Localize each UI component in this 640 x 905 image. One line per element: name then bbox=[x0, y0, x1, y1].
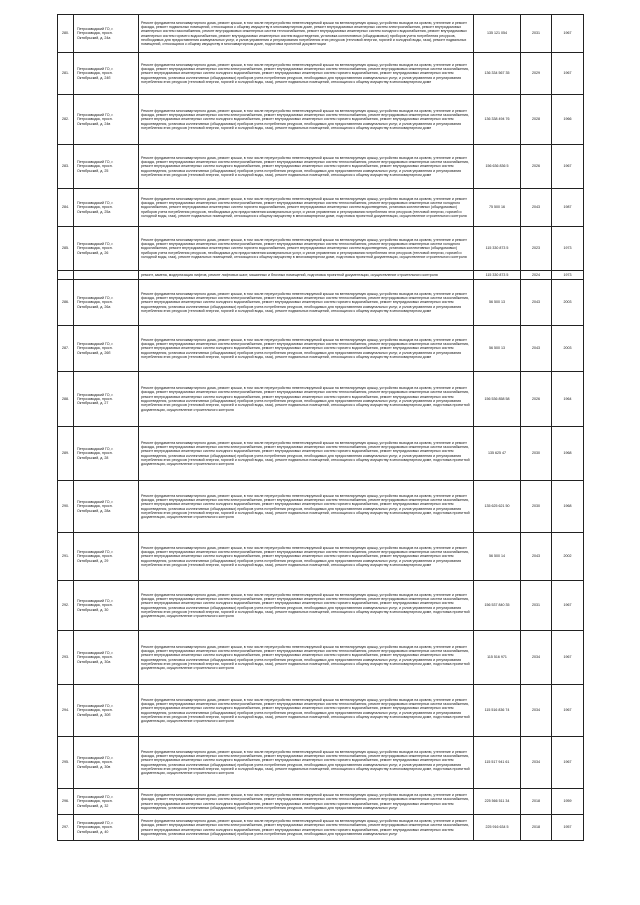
address-cell bbox=[74, 737, 139, 789]
works-description-text: Ремонт фундамента многоквартирного дома, ремонт крыши, в том числе переустройство невентилируемой крыши на вентилируемую крышу, устройство выходов на кровлю, утепление и ремонт фасада, ремонт внутридомовых инженерных систем электроснабжения, ремонт внутридомовых инженерных систем теплоснабжения, ремонт внутридомовых инженерных систем газоснабжения, ремонт внутридомовых инженерных систем холодного водоснабжения, ремонт внутридомовых инженерных систем горячего водоснабжения, ремонт внутридомовых инженерных систем водоотведения, установка коллективных (общедомовых) приборов учета потребления ресурсов, необходимых для предоставления коммунальных услуг bbox=[141, 792, 469, 810]
address-line: Петрозаводск, просп. bbox=[77, 246, 113, 251]
repair-year: 2018 bbox=[521, 815, 552, 841]
table-row bbox=[58, 15, 584, 53]
works-description-text: Ремонт фундамента многоквартирного дома, ремонт крыши, в том числе переустройство невентилируемой крыши на вентилируемую крышу, устройство выходов на кровлю, утепление и ремонт фасада, ремонт внутридомовых инженерных систем электроснабжения, ремонт внутридомовых инженерных систем теплоснабжения, ремонт внутридомовых инженерных систем газоснабжения, ремонт внутридомовых инженерных систем холодного водоснабжения, ремонт внутридомовых инженерных систем горячего водоснабжения, ремонт внутридомовых инженерных систем водоотведения, установка коллективных (общедомовых) приборов учета потребления ресурсов, необходимых для предоставления коммунальных услуг, и узлов управления и регулирования потребления этих ресурсов (тепловой энергии, горячей и холодной воды, газа), ремонт подвальных помещений, относящихся к общему имуществу в многоквартирном доме, подготовка проектной документации, осуществление строительного контроля bbox=[141, 749, 470, 776]
table-row bbox=[58, 372, 584, 427]
cost-value: 156 536 858 58 bbox=[474, 372, 521, 427]
works-description bbox=[139, 685, 474, 737]
address-line: Петрозаводский ГО, г. bbox=[77, 27, 114, 32]
table-row bbox=[58, 481, 584, 533]
built-year: 1967 bbox=[552, 145, 584, 189]
address-cell bbox=[74, 145, 139, 189]
address-cell bbox=[74, 631, 139, 685]
repair-year: 2043 bbox=[521, 189, 552, 227]
repair-year: 2043 bbox=[521, 326, 552, 372]
works-description-text: Ремонт фундамента многоквартирного дома, ремонт крыши, в том числе переустройство невентилируемой крыши на вентилируемую крышу, устройство выходов на кровлю, утепление и ремонт фасада, ремонт внутридомовых инженерных систем электроснабжения, ремонт внутридомовых инженерных систем теплоснабжения, ремонт внутридомовых инженерных систем газоснабжения, ремонт внутридомовых инженерных систем холодного водоснабжения, ремонт внутридомовых инженерных систем горячего водоснабжения, ремонт внутридомовых инженерных систем водоотведения, установка коллективных (общедомовых) приборов учета потребления ресурсов, необходимых для предоставления коммунальных услуг, и узлов управления и регулирования потребления этих ресурсов (тепловой энергии, горячей и холодной воды, газа), ремонт подвальных помещений, относящихся к общему имуществу в многоквартирном доме, подготовка проектной документации, осуществление строительного контроля bbox=[141, 592, 470, 619]
cost-value: 115 330 873 5 bbox=[474, 227, 521, 271]
address-line: Петрозаводск, просп. bbox=[77, 603, 113, 608]
address-line: Петрозаводск, просп. bbox=[77, 799, 113, 804]
address-cell bbox=[74, 533, 139, 581]
table-row bbox=[58, 189, 584, 227]
address-line: Октябрьский, д. 26 bbox=[77, 250, 109, 255]
cost-value: 135 625 47 bbox=[474, 427, 521, 481]
built-year: 2002 bbox=[552, 533, 584, 581]
repair-year: 2031 bbox=[521, 581, 552, 631]
cost-value: 136 334 567 35 bbox=[474, 53, 521, 95]
cost-value: 225 916 634 5 bbox=[474, 815, 521, 841]
table-row bbox=[58, 95, 584, 145]
address-line: Октябрьский, д. 30а bbox=[77, 659, 111, 664]
address-line: Петрозаводский ГО, г. bbox=[77, 795, 114, 800]
row-number: 297. bbox=[58, 815, 74, 841]
table-row bbox=[58, 533, 584, 581]
address-line: Октябрьский, д. 29 bbox=[77, 558, 109, 563]
table-row bbox=[58, 280, 584, 326]
cost-value: 156 537 840 35 bbox=[474, 581, 521, 631]
table-row bbox=[58, 326, 584, 372]
address-line: Петрозаводск, просп. bbox=[77, 205, 113, 210]
works-description bbox=[139, 280, 474, 326]
cost-value: 115 517 941 61 bbox=[474, 737, 521, 789]
address-line: Петрозаводский ГО, г. bbox=[77, 342, 114, 347]
works-description-text: ремонт, замена, модернизация лифтов, ремонт лифтовых шахт, машинных и блочных помещений, подготовка проектной документации, осуществление строительного контроля bbox=[141, 272, 438, 277]
address-line: Петрозаводский ГО, г. bbox=[77, 67, 114, 72]
address-cell bbox=[74, 95, 139, 145]
address-line: Октябрьский, д. 30в bbox=[77, 764, 111, 769]
works-description bbox=[139, 189, 474, 227]
address-line: Петрозаводск, просп. bbox=[77, 117, 113, 122]
repair-year: 2030 bbox=[521, 427, 552, 481]
address-line: Петрозаводский ГО, г. bbox=[77, 704, 114, 709]
works-description bbox=[139, 227, 474, 271]
repair-year: 2024 bbox=[521, 271, 552, 280]
repair-year: 2031 bbox=[521, 15, 552, 53]
address-line: Октябрьский, д. 26а bbox=[77, 304, 111, 309]
address-cell bbox=[74, 372, 139, 427]
cost-value: 75 500 16 bbox=[474, 189, 521, 227]
table-row bbox=[58, 145, 584, 189]
address-line: Петрозаводский ГО, г. bbox=[77, 201, 114, 206]
works-description bbox=[139, 95, 474, 145]
cost-value: 56 500 13 bbox=[474, 326, 521, 372]
cost-value: 135 625 621 50 bbox=[474, 481, 521, 533]
address-cell bbox=[74, 227, 139, 271]
works-description bbox=[139, 427, 474, 481]
works-description-text: Ремонт фундамента многоквартирного дома, ремонт крыши, в том числе переустройство невентилируемой крыши на вентилируемую крышу, устройство выходов на кровлю, утепление и ремонт фасада, ремонт подвальных помещений, относящихся к общему имуществу в многоквартирном доме, ремонт внутридомовых инженерных систем электроснабжения, ремонт внутридомовых инженерных систем газоснабжения, ремонт внутридомовых инженерных систем теплоснабжения, ремонт внутридомовых инженерных систем холодного водоснабжения, ремонт внутридомовых инженерных систем горячего водоснабжения, ремонт внутридомовых инженерных систем водоотведения, установка коллективных (общедомовых) приборов учета потребления ресурсов, необходимых для предоставления коммунальных услуг, и узлов управления и регулирования потребления этих ресурсов (тепловой энергии, горячей и холодной воды, газа), ремонт подвальных помещений, относящихся к общему имуществу в многоквартирном доме, подготовка проектной документации bbox=[141, 20, 467, 47]
row-number: 289. bbox=[58, 427, 74, 481]
address-cell bbox=[74, 815, 139, 841]
repair-year: 2018 bbox=[521, 789, 552, 815]
address-line: Петрозаводск, просп. bbox=[77, 346, 113, 351]
built-year: 1967 bbox=[552, 15, 584, 53]
address-line: Петрозаводск, просп. bbox=[77, 825, 113, 830]
works-description bbox=[139, 53, 474, 95]
address-line: Петрозаводск, просп. bbox=[77, 708, 113, 713]
address-line: Петрозаводск, просп. bbox=[77, 554, 113, 559]
address-cell bbox=[74, 53, 139, 95]
row-number: 293. bbox=[58, 631, 74, 685]
address-cell bbox=[74, 581, 139, 631]
repair-year: 2043 bbox=[521, 280, 552, 326]
row-number: 291. bbox=[58, 533, 74, 581]
repair-year: 2028 bbox=[521, 95, 552, 145]
built-year: 1959 bbox=[552, 789, 584, 815]
cost-value: 115 516 836 74 bbox=[474, 685, 521, 737]
row-number: 281. bbox=[58, 53, 74, 95]
address-line: Петрозаводский ГО, г. bbox=[77, 756, 114, 761]
address-line: Петрозаводск, просп. bbox=[77, 31, 113, 36]
repair-year: 2043 bbox=[521, 533, 552, 581]
works-description-text: Ремонт фундамента многоквартирного дома, ремонт крыши, в том числе переустройство невентилируемой крыши на вентилируемую крышу, устройство выходов на кровлю, утепление и ремонт фасада, ремонт внутридомовых инженерных систем электроснабжения, ремонт внутридомовых инженерных систем теплоснабжения, ремонт внутридомовых инженерных систем газоснабжения, ремонт внутридомовых инженерных систем холодного водоснабжения, ремонт внутридомовых инженерных систем горячего водоснабжения, ремонт внутридомовых инженерных систем водоотведения, установка коллективных (общедомовых) приборов учета потребления ресурсов, необходимых для предоставления коммунальных услуг, и узлов управления и регулирования потребления этих ресурсов (тепловой энергии, горячей и холодной воды, газа), ремонт подвальных помещений, относящихся к общему имуществу в многоквартирном доме bbox=[141, 62, 469, 84]
address-line: Октябрьский, д. 26б bbox=[77, 350, 111, 355]
row-number: 287. bbox=[58, 326, 74, 372]
address-line: Петрозаводский ГО, г. bbox=[77, 447, 114, 452]
row-number: 285. bbox=[58, 227, 74, 271]
built-year: 1967 bbox=[552, 631, 584, 685]
table-row bbox=[58, 227, 584, 271]
works-description-text: Ремонт фундамента многоквартирного дома, ремонт крыши, в том числе переустройство невентилируемой крыши на вентилируемую крышу, устройство выходов на кровлю, утепление и ремонт фасада, ремонт внутридомовых инженерных систем электроснабжения, ремонт внутридомовых инженерных систем теплоснабжения, ремонт внутридомовых инженерных систем газоснабжения, ремонт внутридомовых инженерных систем холодного водоснабжения, ремонт внутридомовых инженерных систем горячего водоснабжения, ремонт внутридомовых инженерных систем водоотведения, установка коллективных (общедомовых) приборов учета потребления ресурсов, необходимых для предоставления коммунальных услуг, и узлов управления и регулирования потребления этих ресурсов (тепловой энергии, горячей и холодной воды, газа), ремонт подвальных помещений, относящихся к общему имуществу в многоквартирном доме, подготовка проектной документации, осуществление строительного контроля bbox=[141, 493, 470, 520]
cost-value: 115 330 873 5 bbox=[474, 271, 521, 280]
table-row bbox=[58, 815, 584, 841]
row-number: 296. bbox=[58, 789, 74, 815]
built-year: 1957 bbox=[552, 815, 584, 841]
address-line: Петрозаводск, просп. bbox=[77, 451, 113, 456]
table-row bbox=[58, 789, 584, 815]
address-line: Октябрьский, д. 24б bbox=[77, 75, 111, 80]
address-line: Петрозаводский ГО, г. bbox=[77, 821, 114, 826]
table-row bbox=[58, 581, 584, 631]
works-description-text: Ремонт фундамента многоквартирного дома, ремонт крыши, в том числе переустройство невентилируемой крыши на вентилируемую крышу, устройство выходов на кровлю, утепление и ремонт фасада, ремонт внутридомовых инженерных систем электроснабжения, ремонт внутридомовых инженерных систем теплоснабжения, ремонт внутридомовых инженерных систем газоснабжения, ремонт внутридомовых инженерных систем холодного водоснабжения, ремонт внутридомовых инженерных систем горячего водоснабжения, ремонт внутридомовых инженерных систем водоотведения, установка коллективных (общедомовых) приборов учета потребления ресурсов, необходимых для предоставления коммунальных услуг bbox=[141, 818, 469, 836]
address-line: Петрозаводский ГО, г. bbox=[77, 296, 114, 301]
works-description bbox=[139, 815, 474, 841]
repair-year: 2034 bbox=[521, 737, 552, 789]
address-cell bbox=[74, 15, 139, 53]
cost-value: 115 516 971 bbox=[474, 631, 521, 685]
address-line: Петрозаводск, просп. bbox=[77, 396, 113, 401]
address-line: Петрозаводск, просп. bbox=[77, 300, 113, 305]
built-year: 1973 bbox=[552, 227, 584, 271]
works-description bbox=[139, 326, 474, 372]
address-line: Петрозаводск, просп. bbox=[77, 71, 113, 76]
address-cell bbox=[74, 189, 139, 227]
works-description-text: Ремонт фундамента многоквартирного дома, ремонт крыши, в том числе переустройство невентилируемой крыши на вентилируемую крышу, устройство выходов на кровлю, утепление и ремонт фасада, ремонт внутридомовых инженерных систем электроснабжения, ремонт внутридомовых инженерных систем теплоснабжения, ремонт внутридомовых инженерных систем газоснабжения, ремонт внутридомовых инженерных систем холодного водоснабжения, ремонт внутридомовых инженерных систем горячего водоснабжения, ремонт внутридомовых инженерных систем водоотведения, установка коллективных (общедомовых) приборов учета потребления ресурсов, необходимых для предоставления коммунальных услуг, и узлов управления и регулирования потребления этих ресурсов (тепловой энергии, горячей и холодной воды, газа), ремонт подвальных помещений, относящихся к общему имуществу в многоквартирном доме, подготовка проектной документации, осуществление строительного контроля bbox=[141, 644, 470, 671]
repair-year: 2023 bbox=[521, 227, 552, 271]
row-number: 282. bbox=[58, 95, 74, 145]
built-year: 2003 bbox=[552, 326, 584, 372]
address-line: Октябрьский, д. 28 bbox=[77, 455, 109, 460]
address-line: Петрозаводский ГО, г. bbox=[77, 113, 114, 118]
address-line: Октябрьский, д. 24а bbox=[77, 35, 111, 40]
address-line: Петрозаводский ГО, г. bbox=[77, 651, 114, 656]
built-year: 1964 bbox=[552, 372, 584, 427]
built-year: 1967 bbox=[552, 581, 584, 631]
table-row bbox=[58, 53, 584, 95]
address-line: Петрозаводск, просп. bbox=[77, 760, 113, 765]
built-year: 1968 bbox=[552, 481, 584, 533]
address-cell bbox=[74, 481, 139, 533]
address-line: Петрозаводск, просп. bbox=[77, 164, 113, 169]
built-year: 1966 bbox=[552, 95, 584, 145]
works-description bbox=[139, 15, 474, 53]
built-year: 1973 bbox=[552, 271, 584, 280]
cost-value: 56 500 13 bbox=[474, 280, 521, 326]
built-year: 1987 bbox=[552, 189, 584, 227]
address-line: Петрозаводский ГО, г. bbox=[77, 599, 114, 604]
table-row bbox=[58, 737, 584, 789]
works-description-text: Ремонт фундамента многоквартирного дома, ремонт крыши, в том числе переустройство невентилируемой крыши на вентилируемую крышу, устройство выходов на кровлю, утепление и ремонт фасада, ремонт внутридомовых инженерных систем электроснабжения, ремонт внутридомовых инженерных систем теплоснабжения, ремонт внутридомовых инженерных систем газоснабжения, ремонт внутридомовых инженерных систем холодного водоснабжения, ремонт внутридомовых инженерных систем горячего водоснабжения, ремонт внутридомовых инженерных систем водоотведения, установка коллективных (общедомовых) приборов учета потребления ресурсов, необходимых для предоставления коммунальных услуг, и узлов управления и регулирования потребления этих ресурсов (тепловой энергии, горячей и холодной воды, газа), ремонт подвальных помещений, относящихся к общему имуществу в многоквартирном доме, подготовка проектной документации, осуществление строительного контроля bbox=[141, 386, 470, 412]
works-description bbox=[139, 271, 474, 280]
cost-value: 135 121 054 bbox=[474, 15, 521, 53]
works-description-text: Ремонт фундамента многоквартирного дома, ремонт крыши, в том числе переустройство невентилируемой крыши на вентилируемую крышу, устройство выходов на кровлю, утепление и ремонт фасада, ремонт внутридомовых инженерных систем электроснабжения, ремонт внутридомовых инженерных систем теплоснабжения, ремонт внутридомовых инженерных систем газоснабжения, ремонт внутридомовых инженерных систем холодного водоснабжения, ремонт внутридомовых инженерных систем горячего водоснабжения, ремонт внутридомовых инженерных систем водоотведения, установка коллективных (общедомовых) приборов учета потребления ресурсов, необходимых для предоставления коммунальных услуг, и узлов управления и регулирования потребления этих ресурсов (тепловой энергии, горячей и холодной воды, газа), ремонт подвальных помещений, относящихся к общему имуществу в многоквартирном доме, подготовка проектной документации, осуществление строительного контроля bbox=[141, 440, 470, 467]
address-line: Октябрьский, д. 27 bbox=[77, 401, 109, 406]
built-year: 1968 bbox=[552, 427, 584, 481]
address-cell bbox=[74, 326, 139, 372]
built-year: 2003 bbox=[552, 280, 584, 326]
table-row bbox=[58, 271, 584, 280]
address-cell bbox=[74, 271, 139, 280]
repair-year: 2026 bbox=[521, 145, 552, 189]
row-number: 295. bbox=[58, 737, 74, 789]
works-description bbox=[139, 372, 474, 427]
cost-value: 56 500 14 bbox=[474, 533, 521, 581]
table-row bbox=[58, 631, 584, 685]
row-number: 294. bbox=[58, 685, 74, 737]
address-line: Петрозаводск, просп. bbox=[77, 655, 113, 660]
works-description bbox=[139, 145, 474, 189]
cost-value: 156 636 836 5 bbox=[474, 145, 521, 189]
works-description-text: Ремонт фундамента многоквартирного дома, ремонт крыши, в том числе переустройство невентилируемой крыши на вентилируемую крышу, устройство выходов на кровлю, утепление и ремонт фасада, ремонт внутридомовых инженерных систем электроснабжения, ремонт внутридомовых инженерных систем теплоснабжения, ремонт внутридомовых инженерных систем холодного водоснабжения, ремонт внутридомовых инженерных систем горячего водоснабжения, ремонт внутридомовых инженерных систем водоотведения, установка коллективных (общедомовых) приборов учета потребления ресурсов, необходимых для предоставления коммунальных услуг, и узлов управления и регулирования потребления этих ресурсов (тепловой энергии, горячей и холодной воды, газа), ремонт подвальных помещений, относящихся к общему имуществу в многоквартирном доме, подготовка проектной документации, осуществление строительного контроля bbox=[141, 237, 467, 259]
address-line: Октябрьский, д. 25 bbox=[77, 168, 109, 173]
address-line: Петрозаводский ГО, г. bbox=[77, 550, 114, 555]
row-number: 292. bbox=[58, 581, 74, 631]
built-year: 1967 bbox=[552, 737, 584, 789]
works-description-text: Ремонт фундамента многоквартирного дома, ремонт крыши, в том числе переустройство невентилируемой крыши на вентилируемую крышу, устройство выходов на кровлю, утепление и ремонт фасада, ремонт внутридомовых инженерных систем электроснабжения, ремонт внутридомовых инженерных систем теплоснабжения, ремонт внутридомовых инженерных систем холодного водоснабжения, ремонт внутридомовых инженерных систем горячего водоснабжения, ремонт внутридомовых инженерных систем водоотведения, установка коллективных (общедомовых) приборов учета потребления ресурсов, необходимых для предоставления коммунальных услуг, и узлов управления и регулирования потребления этих ресурсов (тепловой энергии, горячей и холодной воды, газа), ремонт подвальных помещений, относящихся к общему имуществу в многоквартирном доме, подготовка проектной документации, осуществление строительного контроля bbox=[141, 196, 467, 218]
address-line: Октябрьский, д. 25а bbox=[77, 209, 111, 214]
address-line: Октябрьский, д. 40 bbox=[77, 829, 109, 834]
built-year: 1967 bbox=[552, 53, 584, 95]
works-description-text: Ремонт фундамента многоквартирного дома, ремонт крыши, в том числе переустройство невентилируемой крыши на вентилируемую крышу, устройство выходов на кровлю, утепление и ремонт фасада, ремонт внутридомовых инженерных систем электроснабжения, ремонт внутридомовых инженерных систем теплоснабжения, ремонт внутридомовых инженерных систем газоснабжения, ремонт внутридомовых инженерных систем холодного водоснабжения, ремонт внутридомовых инженерных систем горячего водоснабжения, ремонт внутридомовых инженерных систем водоотведения, установка коллективных (общедомовых) приборов учета потребления ресурсов, необходимых для предоставления коммунальных услуг, и узлов управления и регулирования потребления этих ресурсов (тепловой энергии, горячей и холодной воды, газа), ремонт подвальных помещений, относящихся к общему имуществу в многоквартирном доме, подготовка проектной документации, осуществление строительного контроля bbox=[141, 697, 470, 724]
address-line: Октябрьский, д. 30б bbox=[77, 712, 111, 717]
works-description-text: Ремонт фундамента многоквартирного дома, ремонт крыши, в том числе переустройство невентилируемой крыши на вентилируемую крышу, устройство выходов на кровлю, утепление и ремонт фасада, ремонт внутридомовых инженерных систем электроснабжения, ремонт внутридомовых инженерных систем теплоснабжения, ремонт внутридомовых инженерных систем газоснабжения, ремонт внутридомовых инженерных систем холодного водоснабжения, ремонт внутридомовых инженерных систем горячего водоснабжения, ремонт внутридомовых инженерных систем водоотведения, установка коллективных (общедомовых) приборов учета потребления ресурсов, необходимых для предоставления коммунальных услуг, и узлов управления и регулирования потребления этих ресурсов (тепловой энергии, горячей и холодной воды, газа), ремонт подвальных помещений, относящихся к общему имуществу в многоквартирном доме bbox=[141, 337, 469, 359]
cost-value: 136 338 494 76 bbox=[474, 95, 521, 145]
capital-repair-table bbox=[57, 14, 584, 841]
table-row bbox=[58, 685, 584, 737]
works-description-text: Ремонт фундамента многоквартирного дома, ремонт крыши, в том числе переустройство невентилируемой крыши на вентилируемую крышу, устройство выходов на кровлю, утепление и ремонт фасада, ремонт внутридомовых инженерных систем электроснабжения, ремонт внутридомовых инженерных систем теплоснабжения, ремонт внутридомовых инженерных систем газоснабжения, ремонт внутридомовых инженерных систем холодного водоснабжения, ремонт внутридомовых инженерных систем горячего водоснабжения, ремонт внутридомовых инженерных систем водоотведения, установка коллективных (общедомовых) приборов учета потребления ресурсов, необходимых для предоставления коммунальных услуг, и узлов управления и регулирования потребления этих ресурсов (тепловой энергии, горячей и холодной воды, газа), ремонт подвальных помещений, относящихся к общему имуществу в многоквартирном доме bbox=[141, 545, 469, 567]
built-year: 1967 bbox=[552, 685, 584, 737]
repair-year: 2034 bbox=[521, 685, 552, 737]
works-description bbox=[139, 631, 474, 685]
table-row bbox=[58, 427, 584, 481]
address-cell bbox=[74, 280, 139, 326]
row-number: 290. bbox=[58, 481, 74, 533]
row-number: 283. bbox=[58, 145, 74, 189]
works-description bbox=[139, 789, 474, 815]
row-number: 280. bbox=[58, 15, 74, 53]
row-number: 288. bbox=[58, 372, 74, 427]
works-description-text: Ремонт фундамента многоквартирного дома, ремонт крыши, в том числе переустройство невентилируемой крыши на вентилируемую крышу, устройство выходов на кровлю, утепление и ремонт фасада, ремонт внутридомовых инженерных систем электроснабжения, ремонт внутридомовых инженерных систем теплоснабжения, ремонт внутридомовых инженерных систем газоснабжения, ремонт внутридомовых инженерных систем холодного водоснабжения, ремонт внутридомовых инженерных систем горячего водоснабжения, ремонт внутридомовых инженерных систем водоотведения, установка коллективных (общедомовых) приборов учета потребления ресурсов, необходимых для предоставления коммунальных услуг, и узлов управления и регулирования потребления этих ресурсов (тепловой энергии, горячей и холодной воды, газа), ремонт подвальных помещений, относящихся к общему имуществу в многоквартирном доме bbox=[141, 155, 469, 177]
row-number: 284. bbox=[58, 189, 74, 227]
table-body bbox=[58, 15, 584, 841]
address-line: Петрозаводск, просп. bbox=[77, 504, 113, 509]
address-line: Октябрьский, д. 30 bbox=[77, 607, 109, 612]
address-line: Октябрьский, д. 32 bbox=[77, 803, 109, 808]
address-line: Петрозаводский ГО, г. bbox=[77, 242, 114, 247]
works-description bbox=[139, 581, 474, 631]
works-description bbox=[139, 533, 474, 581]
cost-value: 225 566 511 34 bbox=[474, 789, 521, 815]
address-line: Октябрьский, д. 28а bbox=[77, 508, 111, 513]
repair-year: 2034 bbox=[521, 631, 552, 685]
works-description-text: Ремонт фундамента многоквартирного дома, ремонт крыши, в том числе переустройство невентилируемой крыши на вентилируемую крышу, устройство выходов на кровлю, утепление и ремонт фасада, ремонт внутридомовых инженерных систем электроснабжения, ремонт внутридомовых инженерных систем теплоснабжения, ремонт внутридомовых инженерных систем газоснабжения, ремонт внутридомовых инженерных систем холодного водоснабжения, ремонт внутридомовых инженерных систем горячего водоснабжения, ремонт внутридомовых инженерных систем водоотведения, установка коллективных (общедомовых) приборов учета потребления ресурсов, необходимых для предоставления коммунальных услуг, и узлов управления и регулирования потребления этих ресурсов (тепловой энергии, горячей и холодной воды, газа), ремонт подвальных помещений, относящихся к общему имуществу в многоквартирном доме bbox=[141, 108, 469, 130]
address-line: Петрозаводский ГО, г. bbox=[77, 160, 114, 165]
address-cell bbox=[74, 685, 139, 737]
address-line: Петрозаводский ГО, г. bbox=[77, 500, 114, 505]
repair-year: 2029 bbox=[521, 53, 552, 95]
address-line: Петрозаводский ГО, г. bbox=[77, 392, 114, 397]
repair-year: 2026 bbox=[521, 372, 552, 427]
address-cell bbox=[74, 789, 139, 815]
address-line: Октябрьский, д. 24в bbox=[77, 121, 111, 126]
works-description-text: Ремонт фундамента многоквартирного дома, ремонт крыши, в том числе переустройство невентилируемой крыши на вентилируемую крышу, устройство выходов на кровлю, утепление и ремонт фасада, ремонт внутридомовых инженерных систем электроснабжения, ремонт внутридомовых инженерных систем теплоснабжения, ремонт внутридомовых инженерных систем газоснабжения, ремонт внутридомовых инженерных систем холодного водоснабжения, ремонт внутридомовых инженерных систем горячего водоснабжения, ремонт внутридомовых инженерных систем водоотведения, установка коллективных (общедомовых) приборов учета потребления ресурсов, необходимых для предоставления коммунальных услуг, и узлов управления и регулирования потребления этих ресурсов (тепловой энергии, горячей и холодной воды, газа), ремонт подвальных помещений, относящихся к общему имуществу в многоквартирном доме bbox=[141, 291, 469, 313]
address-cell bbox=[74, 427, 139, 481]
works-description bbox=[139, 737, 474, 789]
row-number bbox=[58, 271, 74, 280]
repair-year: 2030 bbox=[521, 481, 552, 533]
row-number: 286. bbox=[58, 280, 74, 326]
works-description bbox=[139, 481, 474, 533]
